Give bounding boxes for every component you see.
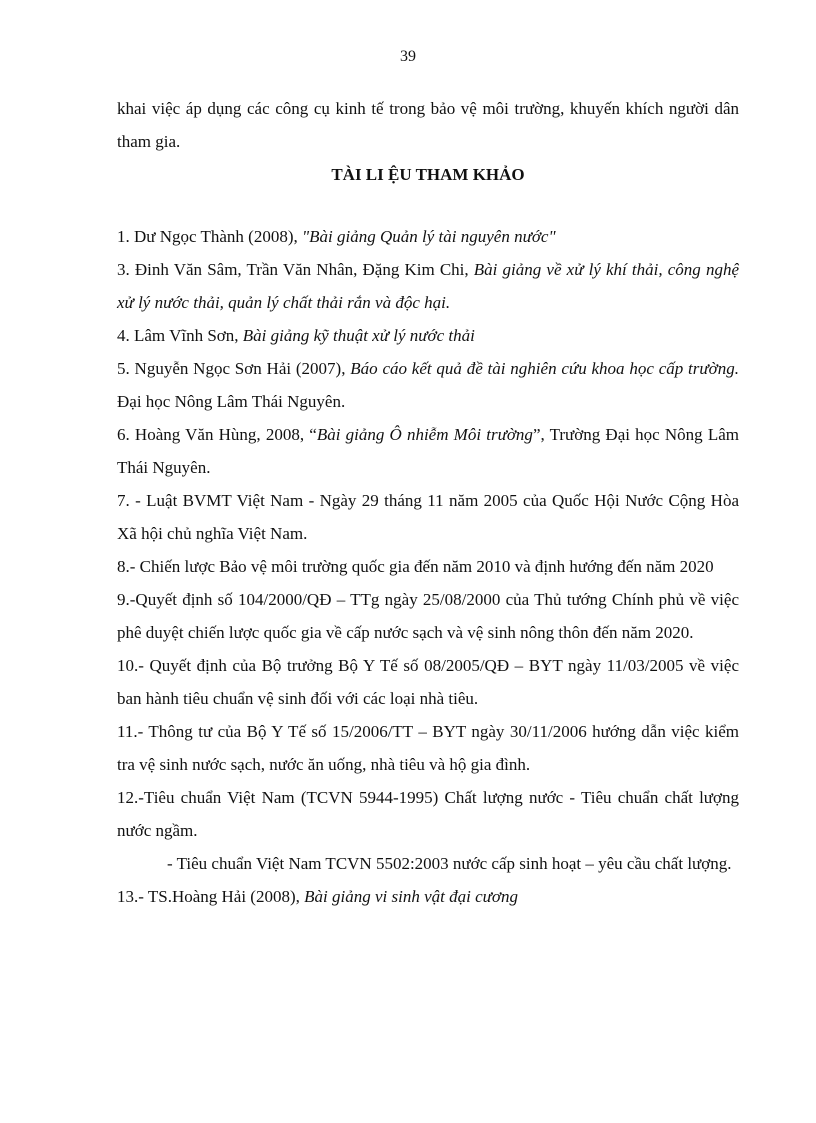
reference-7: 7. - Luật BVMT Việt Nam - Ngày 29 tháng 11 năm 2005 của Quốc Hội Nước Cộng Hòa Xã hội chủ nghĩa Việt Nam. [117,491,739,543]
reference-9: 9.-Quyết định số 104/2000/QĐ – TTg ngày 25/08/2000 của Thủ tướng Chính phủ về việc phê duyệt chiến lược quốc gia về cấp nước sạch và vệ sinh nông thôn đến năm 2020. [117,590,739,642]
reference-4-title: Bài giảng kỹ thuật xử lý nước thải [242,326,475,345]
reference-3-title: Bài giảng về xử lý khí thải, công nghệ xử lý nước thải, quản lý chất thải rắn và độc hại. [117,260,739,312]
reference-12-sub: - Tiêu chuẩn Việt Nam TCVN 5502:2003 nước cấp sinh hoạt – yêu cầu chất lượng. [167,854,732,873]
reference-6-publisher: ”, Trường Đại học Nông Lâm Thái Nguyên. [117,425,739,477]
reference-5-authors: 5. Nguyễn Ngọc Sơn Hải (2007), [117,359,351,378]
reference-4 [117,319,739,352]
reference-1-title: "Bài giảng Quản lý tài nguyên nước" [302,227,556,246]
reference-13 [117,880,739,913]
reference-6-title: Bài giảng Ô nhiễm Môi trường [316,425,533,444]
reference-11: 11.- Thông tư của Bộ Y Tế số 15/2006/TT – BYT ngày 30/11/2006 hướng dẫn việc kiểm tra vệ sinh nước sạch, nước ăn uống, nhà tiêu và hộ gia đình. [117,722,739,774]
reference-13-authors: 13.- TS.Hoàng Hải (2008), [117,887,305,906]
reference-4-authors: 4. Lâm Vĩnh Sơn, [117,326,243,345]
reference-8: 8.- Chiến lược Bảo vệ môi trường quốc gia đến năm 2010 và định hướng đến năm 2020 [117,557,714,576]
reference-13-title: Bài giảng vi sinh vật đại cương [304,887,518,906]
reference-5 [117,352,739,418]
reference-5-publisher: Đại học Nông Lâm Thái Nguyên. [117,392,346,411]
reference-3 [117,253,739,319]
reference-6-authors: 6. Hoàng Văn Hùng, 2008, “ [117,425,317,444]
page-number: 39 [400,48,416,65]
reference-3-authors: 3. Đinh Văn Sâm, Trần Văn Nhân, Đặng Kim Chi, [117,260,474,279]
reference-10: 10.- Quyết định của Bộ trưởng Bộ Y Tế số 08/2005/QĐ – BYT ngày 11/03/2005 về việc ban hành tiêu chuẩn vệ sinh đối với các loại nhà tiêu. [117,656,739,708]
reference-1 [117,220,739,253]
references-heading: TÀI LI ỆU THAM KHẢO [331,165,525,184]
document-body [117,92,739,913]
reference-5-title: Báo cáo kết quả đề tài nghiên cứu khoa học cấp trường. [350,359,739,378]
reference-12: 12.-Tiêu chuẩn Việt Nam (TCVN 5944-1995) Chất lượng nước - Tiêu chuẩn chất lượng nước ngầm. [117,788,739,840]
reference-6 [117,418,739,484]
reference-1-authors: 1. Dư Ngọc Thành (2008), [117,227,303,246]
intro-paragraph: khai việc áp dụng các công cụ kinh tế trong bảo vệ môi trường, khuyến khích người dân tham gia. [117,99,739,151]
